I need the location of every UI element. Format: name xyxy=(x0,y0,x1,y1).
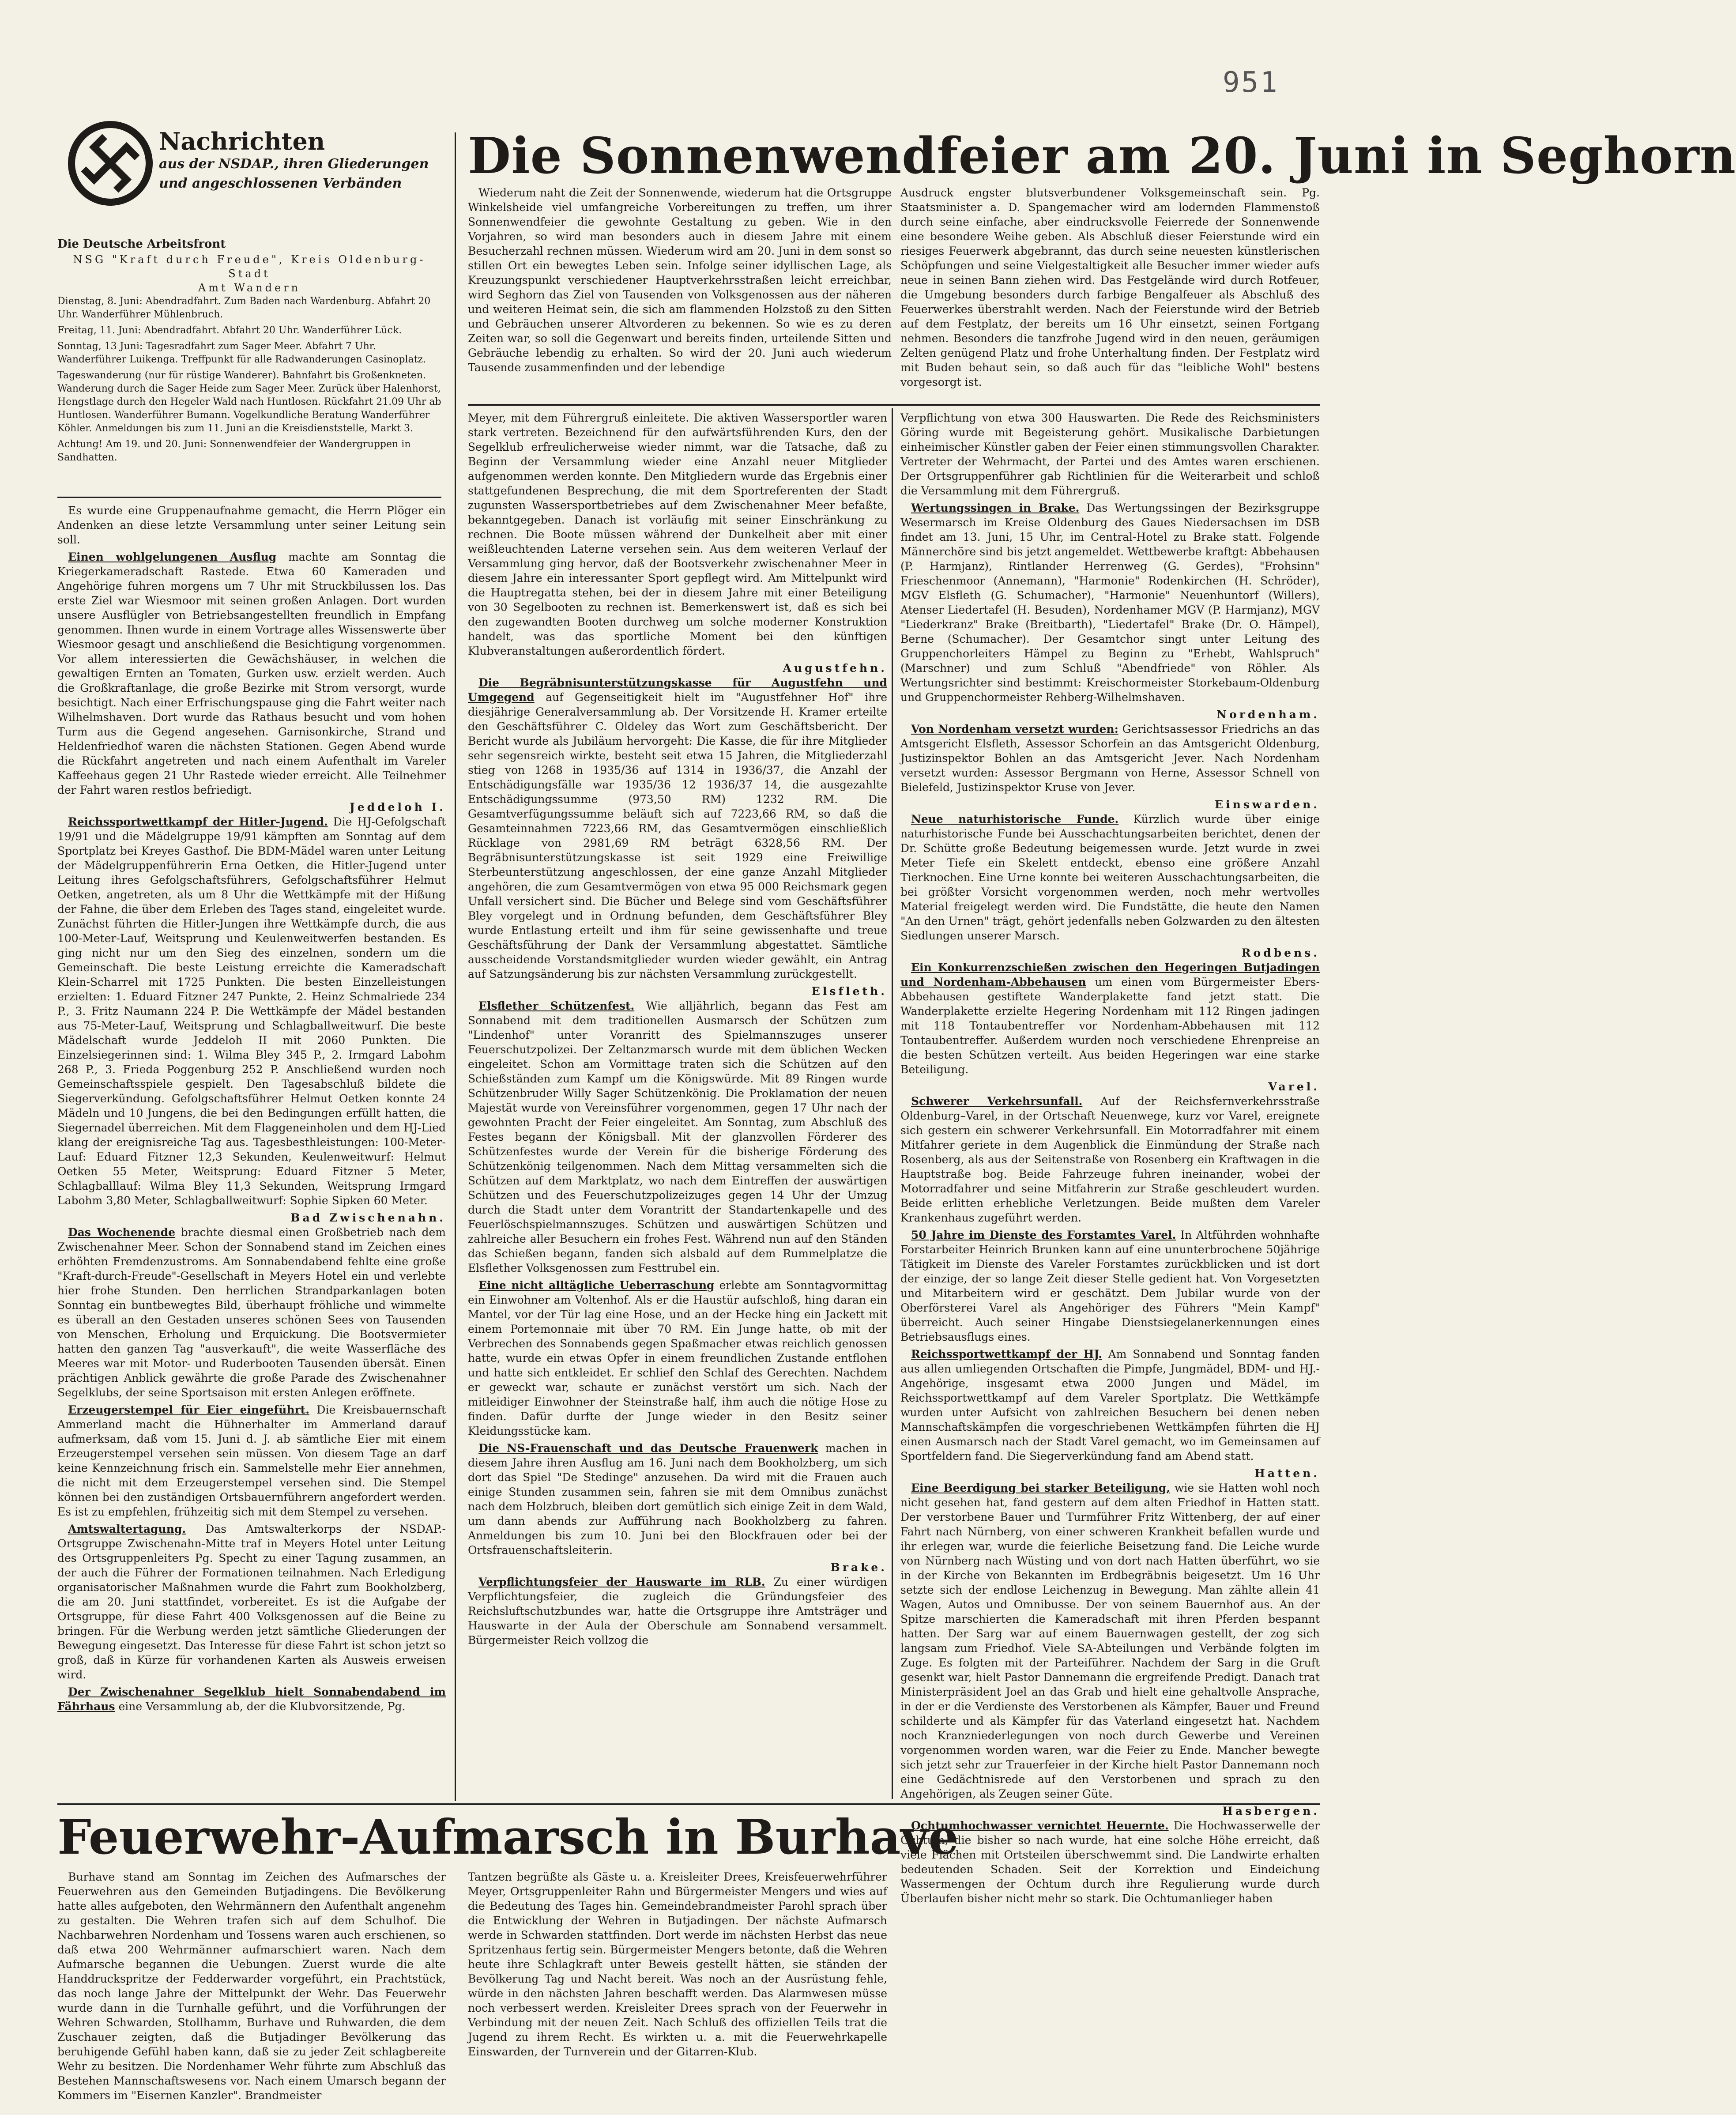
placename-elsfleth: Elsfleth. xyxy=(811,985,887,998)
schiessen-heading: Ein Konkurrenzschießen zwischen den Hegeringen Butjadingen und Nordenham-Abbehausen xyxy=(900,961,1320,988)
verpflichtung-heading: Verpflichtungsfeier der Hauswarte im RLB. xyxy=(478,1576,765,1588)
begraebnis-heading: Die Begräbnisunterstützungskasse für Augustfehn und Umgegend xyxy=(468,676,887,704)
segelklub-heading: Der Zwischenahner Segelklub hielt Sonnabendabend im Fährhaus xyxy=(57,1685,446,1713)
column-3: Verpflichtung von etwa 300 Hauswarten. Die Rede des Reichsministers Göring wurde mit Begeisterung gehört. Musikalische Darbietungen einheimischer Künstler gaben der Feier einen stimmungsvollen Charakter. Vertreter der Wehrmacht, der Partei und des Amtes waren erschienen. Der Ortsgruppenführer gab Richtlinien für die Weiterarbeit und schloß die Versammlung mit dem Führergruß. Wertungssingen in Brake. Das Wertungssingen der Bezirksgruppe Wesermarsch im Kreise Oldenburg des Gaues Niedersachsen im DSB findet am 13. Juni, 15 Uhr, im Central-Hotel zu Brake statt. Folgende Männerchöre sind bis jetzt angemeldet. Wettbewerbe kraftgt: Abbehausen (P. Harmjanz), Rintlander Herrenweg (G. Gerdes), "Frohsinn" Frieschenmoor (Annemann), "Harmonie" Rodenkirchen (H. Schröder), MGV Elsfleth (G. Schumacher), "Harmonie" Neuenhuntorf (Willers), Atenser Liedertafel (H. Besuden), Nordenhamer MGV (P. Harmjanz), MGV "Liederkranz" Brake (Breitbarth), "Liedertafel" Brake (Dr. O. Hämpel), Berne (Schumacher). Der Gesamtchor singt unter Leitung des Gruppenchorleiters Hämpel zu Beginn zu "Erhebt, Wahlspruch" (Marschner) und zum Schluß "Abendfriede" von Röhler. Als Wertungsrichter sind bestimmt: Kreischormeister Storkebaum-Oldenburg und Gruppenchormeister Rehberg-Wilhelmshaven. Nordenham. Von Nordenham versetzt wurden: Gerichtsassessor Friedrichs an das Amtsgericht Elsfleth, Assessor Schorfein an das Amtsgericht Oldenburg, Justizinspektor Bohlen an das Amtsgericht Jever. Nach Nordenham versetzt wurden: Assessor Bergmann von Herne, Assessor Schnell von Bielefeld, Justizinspektor Kruse von Jever. Einswarden. Neue naturhistorische Funde. Kürzlich wurde über einige naturhistorische Funde bei Ausschachtungsarbeiten berichtet, denen der Dr. Schütte große Bedeutung beigemessen wurde. Jetzt wurde in zwei Meter Tiefe ein Skelett entdeckt, ebenso eine größere Anzahl Tierknochen. Eine Urne konnte bei weiteren Ausschachtungsarbeiten, die bei größter Vorsicht vorgenommen werden, noch mehr wertvolles Material freigelegt werden wird. Die Fundstätte, die heute den Namen "An den Urnen" trägt, gehört jedenfalls neben Golzwarden zu den ältesten Siedlungen unserer Marsch. Rodbens. Ein Konkurrenzschießen zwischen den Hegeringen Butjadingen und Nordenham-Abbehausen um einen vom Bürgermeister Ebers-Abbehausen gestiftete Wanderplakette fand jetzt statt. Die Wanderplakette erzielte Hegering Nordenham mit 112 Ringen jadingen mit 118 Tontaubentreffer vor Nordenham-Abbehausen mit 112 Tontaubentreffer. Außerdem wurden noch verschiedene Ehrenpreise an die besten Schützen verteilt. Aus beiden Hegeringen war eine starke Beteiligung. Varel. Schwerer Verkehrsunfall. Auf der Reichsfernverkehrsstraße Oldenburg–Varel, in der Ortschaft Neuenwege, kurz vor Varel, ereignete sich gestern ein schwerer Verkehrsunfall. Ein Motorradfahrer mit einem Mitfahrer geriete in dem Augenblick die Einmündung der Straße nach Rosenberg, als aus der Seitenstraße von Rosenberg ein Kraftwagen in die Hauptstraße bog. Beide Fahrzeuge fuhren ineinander, wobei der Motorradfahrer und seine Mitfahrerin zur Straße geschleudert wurden. Beide erlitten erhebliche Verletzungen. Beide mußten dem Vareler Krankenhaus zugeführt werden. 50 Jahre im Dienste des Forstamtes Varel. In Altführden wohnhafte Forstarbeiter Heinrich Brunken kann auf eine ununterbrochene 50jährige Tätigkeit im Dienste des Vareler Forstamtes zurückblicken und ist dort der einzige, der so lange Zeit dieser Stelle gedient hat. Von Vorgesetzten und Mitarbeitern wird er geschätzt. Dem Jubilar wurde von der Oberförsterei Varel als Angehöriger des Führers "Mein Kampf" überreicht. Auch seiner Hingabe Dienstsiegelanerkennungen eines Betriebsausflugs eines. Reichssportwettkampf der HJ. Am Sonnabend und Sonntag fanden aus allen umliegenden Ortschaften die Pimpfe, Jungmädel, BDM- und HJ.-Angehörige, insgesamt etwa 2000 Jungen und Mädel, im Reichssportwettkampf auf dem Vareler Sportplatz. Die Wettkämpfe wurden unter Aufsicht von zahlreichen Besuchern bei denen neben Mannschaftskämpfen die vorgeschriebenen Wettkämpfen führten die HJ einen Ausmarsch nach der Stadt Varel gemacht, wo im Gemeinsamen auf Sportfeldern fand. Die Siegerverkündung fand am Abend statt. Hatten. Eine Beerdigung bei starker Beteiligung, wie sie Hatten wohl noch nicht gesehen hat, fand gestern auf dem alten Friedhof in Hatten statt. Der verstorbene Bauer und Turmführer Fritz Wittenberg, der auf einer Fahrt nach Nürnberg, von einer schweren Krankheit befallen wurde und ihr erlegen war, wurde die feierliche Beisetzung fand. Die Leiche wurde von Nürnberg nach Wüsting und von dort nach Hatten überführt, wo sie in der Kirche von Bekannten im Erdbegräbnis beigesetzt. Um 16 Uhr setzte sich der endlose Leichenzug in Bewegung. Man zählte allein 41 Wagen, Autos und Omnibusse. Der von seinem Bauernhof aus. An der Spitze marschierten die Kameradschaft mit ihren Pferden bespannt hatten. Der Sarg war auf einem Bauernwagen gestellt, der zog sich langsam zum Friedhof. Viele SA-Abteilungen und Verbände folgten im Zuge. Es folgten mit der Parteiführer. Nachdem der Sarg in die Gruft gesenkt war, hielt Pastor Dannemann die ergreifende Predigt. Danach trat Ministerpräsident Joel an das Grab und hielt eine gehaltvolle Ansprache, in der er die Verdienste des Verstorbenen als Kämpfer, Bauer und Freund schilderte und als Kämpfer für das Vaterland eingesetzt hat. Nachdem noch Kranzniederlegungen von noch durch Gewerbe und Vereinen vorgenommen worden waren, war die Feier zu Ende. Mancher bewegte sich jetzt sehr zur Trauerfeier in der Kirche hielt Pastor Dannemann noch eine Gedächtnisrede auf den Verstorbenen und sprach zu den Angehörigen, als Zeugen seiner Güte. Hasbergen. Ochtumhochwasser vernichtet Heuernte. Die Hochwasserwelle der Ochtum, die bisher so nach wurde, hat eine solche Höhe erreicht, daß viele Flächen mit Ortsteilen überschwemmt sind. Die Landwirte erhalten bedeutenden Schaden. Seit der Korrektion und Eindeichung Wassermengen der Ochtum durch ihre Regulierung wurde durch Überlaufen bisher nicht mehr so stark. Die Ochtumanlieger haben xyxy=(900,411,1320,1905)
placename-zwischenahn: Bad Zwischenahn. xyxy=(290,1211,446,1224)
daf-heading: Die Deutsche Arbeitsfront xyxy=(57,238,226,251)
kdf-line: NSG "Kraft durch Freude", Kreis Oldenburg-Stadt xyxy=(73,253,426,280)
listing-item: Tageswanderung (nur für rüstige Wanderer). Bahnfahrt bis Großenkneten. Wanderung durch die Sager Heide zum Sager Meer. Zurück über Halenhorst, Hengstlage durch den Hegeler Wald nach Huntlosen. Rückfahrt 21.09 Uhr ab Huntlosen. Wanderführer Bumann. Vogelkundliche Beratung Wanderführer Köhler. Anmeldungen bis zum 11. Juni an die Kreisdienststelle, Markt 3. xyxy=(57,370,441,434)
feuerwehr-column-right: Tantzen begrüßte als Gäste u. a. Kreisleiter Drees, Kreisfeuerwehrführer Meyer, Ortsgruppenleiter Rahn und Bürgermeister Mengers und wies auf die Bedeutung des Tages hin. Gemeindebrandmeister Parohl sprach über die Entwicklung der Wehren in Butjadingen. Der nächste Aufmarsch werde in Schwarden stattfinden. Dort werde im nächsten Herbst das neue Spritzenhaus fertig sein. Bürgermeister Mengers betonte, daß die Wehren heute ihre Schlagkraft unter Beweis gestellt hätten, sie ständen der Bevölkerung Tag und Nacht bereit. Was noch an der Ausrüstung fehle, würde in den nächsten Jahren beschafft werden. Das Alarmwesen müsse noch verbessert werden. Kreisleiter Drees sprach von der Feuerwehr in Verbindung mit der neuen Zeit. Nach Schluß des offiziellen Teils trat die Jugend zu ihrem Recht. Es wirkten u. a. mit die Feuerwehrkapelle Einswarden, der Turnverein und der Gitarren-Klub. xyxy=(468,1870,887,2058)
main-headline xyxy=(468,127,1736,185)
page-number: 951 xyxy=(1223,66,1279,99)
placename-einswarden: Einswarden. xyxy=(1215,798,1320,811)
party-news-listing xyxy=(57,234,441,494)
placename-rodbens: Rodbens. xyxy=(1241,946,1320,959)
wochenende-heading: Das Wochenende xyxy=(68,1226,176,1239)
party-news-box xyxy=(159,128,441,230)
divider-col2-right xyxy=(892,408,893,1799)
placename-nordenham: Nordenham. xyxy=(1216,708,1320,721)
funde-heading: Neue naturhistorische Funde. xyxy=(911,813,1119,826)
placename-jeddeloh: Jeddeloh I. xyxy=(349,801,446,814)
bottom-headline xyxy=(57,1810,959,1867)
forstamt-heading: 50 Jahre im Dienste des Forstamtes Varel. xyxy=(911,1229,1176,1241)
bottom-headline-text: Feuerwehr-Aufmarsch in Burhave xyxy=(57,1810,959,1865)
versetzt-heading: Von Nordenham versetzt wurden: xyxy=(911,723,1118,735)
listing-item: Sonntag, 13 Juni: Tagesradfahrt zum Sager Meer. Abfahrt 7 Uhr. Wanderführer Luikenga. Treffpunkt für alle Radwanderungen Casinoplatz. xyxy=(57,341,426,365)
placename-augustfehn: Augustfehn. xyxy=(783,662,887,675)
beerdigung-heading: Eine Beerdigung bei starker Beteiligung, xyxy=(911,1482,1171,1494)
reichssport-heading: Reichssportwettkampf der Hitler-Jugend. xyxy=(68,815,328,828)
column-2: Meyer, mit dem Führergruß einleitete. Die aktiven Wassersportler waren stark vertreten. Bezeichnend für den aufwärtsführenden Kurs, den der Segelklub erfreulicherweise wieder nimmt, war die Tatsache, daß zu Beginn der Versammlung wieder eine Anzahl neuer Mitglieder aufgenommen werden konnte. Den Mitgliedern wurde das Ergebnis einer stattgefundenen Besprechung, die mit dem Sportreferenten der Stadt zugunsten Wassersportbetriebes auf dem Zwischenahner Meer befaßte, bekanntgegeben. Danach ist vorläufig mit seiner Einschränkung zu rechnen. Die Boote müssen während der Dunkelheit aber mit einer weißleuchtenden Laterne versehen sein. Aus dem weiteren Verlauf der Versammlung ging hervor, daß der Bootsverkehr zwischenahner Meer in diesem Jahre ein interessanter Sport gepflegt wird. Am Mittelpunkt wird die Hauptregatta stehen, bei der in diesem Jahre mit einer Beteiligung von 30 Segelbooten zu rechnen ist. Bemerkenswert ist, daß es sich bei den zugewandten Booten durchweg um solche moderner Konstruktion handelt, was das sportliche Moment bei den künftigen Klubveranstaltungen außerordentlich fördert. Augustfehn. Die Begräbnisunterstützungskasse für Augustfehn und Umgegend auf Gegenseitigkeit hielt im "Augustfehner Hof" ihre diesjährige Generalversammlung ab. Der Vorsitzende H. Kramer erteilte den Geschäftsführer C. Oldeley das Wort zum Geschäftsbericht. Der Bericht wurde als Jubiläum hervorgeht: Die Kasse, die für ihre Mitglieder sehr segensreich wirkte, besteht seit etwa 15 Jahren, die Mitgliederzahl stieg von 1268 in 1935/36 auf 1314 in 1936/37, die Anzahl der Entschädigungsfälle war 1935/36 12 1936/37 14, die ausgezahlte Entschädigungssumme (973,50 RM) 1232 RM. Die Gesamtverfügungssumme beläuft sich auf 7223,66 RM, so daß die Gesamteinnahmen 7223,66 RM, das Gesamtvermögen einschließlich Rücklage von 2981,69 RM beträgt 6328,56 RM. Der Begräbnisunterstützungskasse ist seit 1929 eine Freiwillige Sterbeunterstützung angeschlossen, der eine ganze Anzahl Mitglieder angehören, die zum Gesamtvermögen von etwa 95 000 Reichsmark gegen Unfall versichert sind. Die Bücher und Belege sind vom Geschäftsführer Bley vorgelegt und in Ordnung befunden, dem Geschäftsführer Bley wurde Entlastung erteilt und ihm für seine gewissenhafte und treue Geschäftsführung der Dank der Versammlung abgestattet. Sämtliche ausscheidende Vorstandsmitglieder wurden wieder gewählt, ein Antrag auf Satzungsänderung bis zur nächsten Versammlung zurückgestellt. Elsfleth. Elsflether Schützenfest. Wie alljährlich, begann das Fest am Sonnabend mit dem traditionellen Ausmarsch der Schützen zum "Lindenhof" unter Voranritt des Spielmannszuges unserer Feuerschutzpolizei. Der Zeltanzmarsch wurde mit dem üblichen Wecken eingeleitet. Schon am Vormittage traten sich die Schützen auf den Schießständen zum Kampf um die Königswürde. Mit 89 Ringen wurde Schützenbruder Willy Sager Schützenkönig. Die Proklamation der neuen Majestät wurde von Vereinsführer vorgenommen, gegen 17 Uhr nach der gewohnten Pracht der Feier eingeleitet. Am Sonntag, zum Abschluß des Festes begann der Königsball. Mit der glanzvollen Förderer des Schützenfestes wurde der Verein für die bisherige Förderung des Schützenkönig teilgenommen. Nach dem Mittag versammelten sich die Schützen auf dem Marktplatz, wo nach dem Eintreffen der auswärtigen Schützen und des Feuerschutzpolizeizuges gegen 14 Uhr der Umzug durch die Stadt unter dem Vorantritt der Standartenkapelle und des Feuerlöschspielmannszuges. Schützen und auswärtigen Schützen und zahlreiche aller Besuchern ein frohes Fest. Während nun auf den Ständen das Schießen begann, fanden sich alsbald auf dem Rummelplatze die Elsflether Volksgenossen zum Festtrubel ein. Eine nicht alltägliche Ueberraschung erlebte am Sonntagvormittag ein Einwohner am Voltenhof. Als er die Haustür aufschloß, hing daran ein Mantel, vor der Tür lag eine Hose, und an der Hecke hing ein Jackett mit einem Portemonnaie mit über 70 RM. Ein Junge hatte, ob mit der Verbrechen des Sonnabends gegen Spaßmacher etwas reichlich genossen hatte, wurde ein etwas Opfer in einem freundlichen Zustande entflohen und hatte sich entkleidet. Er schlief den Schlaf des Gerechten. Nachdem er geweckt war, schaute er zunächst verstört um sich. Nach der mitleidiger Einwohner der Steinstraße half, ihm auch die nötige Hose zu finden. Dafür durfte der Junge wieder in den Besitz seiner Kleidungsstücke kam. Die NS-Frauenschaft und das Deutsche Frauenwerk machen in diesem Jahre ihren Ausflug am 16. Juni nach dem Bookholzberg, um sich dort das Spiel "De Stedinge" anzusehen. Da wird mit die Frauen auch einige Stunden zusammen sein, fahren sie mit dem Omnibus zunächst nach dem Holzbruch, bleiben dort gemütlich sich einige Zeit in dem Wald, um dann abends zur Aufführung nach Bookholzberg zu fahren. Anmeldungen bis zum 10. Juni bei den Blockfrauen oder bei der Ortsfrauenschaftsleiterin. Brake. Verpflichtungsfeier der Hauswarte im RLB. Zu einer würdigen Verpflichtungsfeier, die zugleich die Gründungsfeier des Reichsluftschutzbundes war, hatte die Ortsgruppe ihre Amtsträger und Hauswarte in der Aula der Oberschule am Sonnabend versammelt. Bürgermeister Reich vollzog die xyxy=(468,411,888,1647)
placename-brake: Brake. xyxy=(830,1561,887,1574)
divider-party-box xyxy=(57,497,441,498)
hj-wettkampf-heading: Reichssportwettkampf der HJ. xyxy=(911,1348,1102,1361)
hochwasser-heading: Ochtumhochwasser vernichtet Heuernte. xyxy=(911,1819,1169,1832)
divider-top xyxy=(468,404,1320,406)
listing-item: Achtung! Am 19. und 20. Juni: Sonnenwendfeier der Wandergruppen in Sandhatten. xyxy=(57,439,411,463)
amtswalter-heading: Amtswaltertagung. xyxy=(68,1523,186,1535)
frauenschaft-heading: Die NS-Frauenschaft und das Deutsche Frauenwerk xyxy=(478,1442,818,1455)
eier-heading: Erzeugerstempel für Eier eingeführt. xyxy=(68,1403,309,1416)
column-1: Es wurde eine Gruppenaufnahme gemacht, die Herrn Plöger ein Andenken an diese letzte Versammlung unter seiner Leitung sein soll. Einen wohlgelungenen Ausflug machte am Sonntag die Kriegerkameradschaft Rastede. Etwa 60 Kameraden und Angehörige fuhren morgens um 7 Uhr mit Struckbilussen los. Das erste Ziel war Wiesmoor mit seinen großen Anlagen. Dort wurden unsere Ausflügler von Betriebsangestellten freundlich in Empfang genommen. Ihnen wurde in einem Vortrage alles Wissenswerte über Wiesmoor gesagt und anschließend die Besichtigung vorgenommen. Vor allem interessierten die Gewächshäuser, in welchen die gewaltigen Ernten an Tomaten, Gurken usw. erzielt werden. Auch die Großkraftanlage, die große Bezirke mit Strom versorgt, wurde besichtigt. Nach einer Erfrischungspause ging die Fahrt weiter nach Wilhelmshaven. Dort wurde das Rathaus besucht und vom hohen Turm aus die Gegend angesehen. Garnisonkirche, Strand und Heldenfriedhof waren die nächsten Stationen. Gegen Abend wurde die Rückfahrt angetreten und nach einem Aufenthalt im Vareler Kaffeehaus gegen 21 Uhr Rastede wieder erreicht. Alle Teilnehmer der Fahrt waren restlos befriedigt. Jeddeloh I. Reichssportwettkampf der Hitler-Jugend. Die HJ-Gefolgschaft 19/91 und die Mädelgruppe 19/91 kämpften am Sonntag auf dem Sportplatz bei Kreyes Gasthof. Die BDM-Mädel waren unter Leitung der Mädelgruppenführerin Erna Oetken, die Hitler-Jugend unter Leitung ihres Gefolgschaftsführers, Gefolgschaftsführer Helmut Oetken, angetreten, als um 8 Uhr die Wettkämpfe mit der Hißung der Fahne, die über dem Erleben des Tages stand, eingeleitet wurde. Zunächst führten die Hitler-Jungen ihre Wettkämpfe durch, die aus 100-Meter-Lauf, Weitsprung und Keulenweitwerfen bestanden. Es ging nicht nur um den Sieg des einzelnen, sondern um die Gemeinschaft. Die beste Leistung erreichte die Kameradschaft Klein-Scharrel mit 1725 Punkten. Die besten Einzelleistungen erzielten: 1. Eduard Fitzner 247 Punkte, 2. Heinz Schmalriede 234 P., 3. Fritz Naumann 224 P. Die Wettkämpfe der Mädel bestanden aus 75-Meter-Lauf, Weitsprung und Schlagballweitwurf. Die beste Mädelschaft wurde Jeddeloh II mit 2060 Punkten. Die Einzelsiegerinnen sind: 1. Wilma Bley 345 P., 2. Irmgard Labohm 268 P., 3. Frieda Poggenburg 252 P. Anschließend wurden noch Gemeinschaftsspiele gespielt. Den Tagesabschluß bildete die Siegerverkündung. Gefolgschaftsführer Helmut Oetken konnte 24 Mädeln und 10 Jungens, die bei den Bedingungen erfüllt hatten, die Siegernadel überreichen. Mit dem Flaggeneinholen und dem HJ-Lied klang der ereignisreiche Tag aus. Tagesbesthleistungen: 100-Meter-Lauf: Eduard Fitzner 12,3 Sekunden, Keulenweitwurf: Helmut Oetken 55 Meter, Weitsprung: Eduard Fitzner 5 Meter, Schlagballlauf: Wilma Bley 11,3 Sekunden, Weitsprung Irmgard Labohm 3,80 Meter, Schlagballweitwurf: Sophie Sipken 60 Meter. Bad Zwischenahn. Das Wochenende brachte diesmal einen Großbetrieb nach dem Zwischenahner Meer. Schon der Sonnabend stand im Zeichen eines erhöhten Fremdenzustroms. Am Sonnabendabend fehlte eine große "Kraft-durch-Freude"-Gesellschaft in Meyers Hotel ein und verlebte hier frohe Stunden. Den herrlichen Strandparkanlagen boten Sonntag ein buntbewegtes Bild, überhaupt fröhliche und wimmelte es überall an den Gestaden unseres schönen Sees von Tausenden von Menschen, Erholung und Erquickung. Die Bootsvermieter hatten den ganzen Tag "ausverkauft", die weite Wasserfläche des Meeres war mit Motor- und Ruderbooten Tausenden übersät. Einen prächtigen Anblick gewährte die große Parade des Zwischenahner Segelklubs, der seine Sportsaison mit ersten Anlegen eröffnete. Erzeugerstempel für Eier eingeführt. Die Kreisbauernschaft Ammerland macht die Hühnerhalter im Ammerland darauf aufmerksam, daß vom 15. Juni d. J. ab sämtliche Eier mit einem Erzeugerstempel versehen sein müssen. Von diesem Tage an darf keine Kennzeichnung frisch ein. Sammelstelle mehr Eier annehmen, die nicht mit dem Erzeugerstempel versehen sind. Die Stempel können bei den zuständigen Ortsbauernführern angefordert werden. Es ist zu empfehlen, frühzeitig sich mit dem Stempel zu versehen. Amtswaltertagung. Das Amtswalterkorps der NSDAP.-Ortsgruppe Zwischenahn-Mitte traf in Meyers Hotel unter Leitung des Ortsgruppenleiters Pg. Specht zu einer Tagung zusammen, an der auch die Führer der Formationen teilnahmen. Nach Erledigung organisatorischer Maßnahmen wurde die Fahrt zum Bookholzberg, die am 20. Juni stattfindet, vorbereitet. Es ist die Aufgabe der Ortsgruppe, für diese Fahrt 400 Volksgenossen auf die Beine zu bringen. Für die Werbung werden jetzt sämtliche Gliederungen der Bewegung eingesetzt. Das Interesse für diese Fahrt ist schon jetzt so groß, daß in Kürze für vorhandenen Karten als Ausweis erweisen wird. Der Zwischenahner Segelklub hielt Sonnabendabend im Fährhaus eine Versammlung ab, der die Klubvorsitzende, Pg. xyxy=(57,504,446,1713)
party-news-title: Nachrichten xyxy=(159,127,325,155)
placename-hasbergen: Hasbergen. xyxy=(1222,1805,1320,1817)
ausflug-heading: Einen wohlgelungenen Ausflug xyxy=(68,550,277,563)
unfall-heading: Schwerer Verkehrsunfall. xyxy=(911,1095,1083,1108)
party-emblem-logo xyxy=(66,119,154,207)
sonnenwend-column-left: Wiederum naht die Zeit der Sonnenwende, wiederum hat die Ortsgruppe Winkelsheide viel umfangreiche Vorbereitungen zu treffen, um ihrer Sonnenwendfeier die gewohnte Gestaltung zu geben. Wie in den Vorjahren, so wird man besonders auch in diesem Jahre mit einem Besucherzahl rechnen müssen. Wiederum wird am 20. Juni in dem sonst so stillen Ort ein bewegtes Leben sein. Infolge seiner idyllischen Lage, als Kreuzungspunkt verschiedener Hauptverkehrsstraßen leicht erreichbar, wird Seghorn das Ziel von Tausenden von Volksgenossen aus der näheren und weiteren Heimat sein, die sich am flammenden Holzstoß zu den Sitten und Gebräuchen unserer Altvorderen zu bekennen. So wie es zu deren Zeiten war, so soll die Gegenwart und bereits finden, urteilende Sitten und Gebräuche lebendig zu erhalten. So wird der 20. Juni auch wiederum Tausende zusammenfinden und der lebendige xyxy=(468,186,892,374)
sonnenwend-column-right: Ausdruck engster blutsverbundener Volksgemeinschaft sein. Pg. Staatsminister a. D. Spangemacher wird am lodernden Flammenstoß durch seine einfache, aber eindrucksvolle Feierrede der Sonnenwende eine besondere Weihe geben. Als Abschluß dieser Feierstunde wird ein riesiges Feuerwerk abgebrannt, das durch seine neuesten künstlerischen Schöpfungen und seine Vielgestaltigkeit alle Besucher immer wieder aufs neue in seinen Bann ziehen wird. Das Festgelände wird durch Rotfeuer, die Umgebung besonders durch farbige Bengalfeuer als Abschluß des Feuerwerkes überstrahlt werden. Nach der Feierstunde wird der Betrieb auf dem Festplatz, der bereits um 16 Uhr einsetzt, seinen Fortgang nehmen. Besonders die tanzfrohe Jugend wird in den neuen, geräumigen Zelten genügend Platz und frohe Unterhaltung finden. Der Festplatz wird mit Buden behaut sein, so daß auch für das "leibliche Wohl" bestens vorgesorgt ist. xyxy=(900,186,1320,388)
ueberraschung-heading: Eine nicht alltägliche Ueberraschung xyxy=(478,1279,715,1292)
listing-item: Freitag, 11. Juni: Abendradfahrt. Abfahrt 20 Uhr. Wanderführer Lück. xyxy=(57,325,402,336)
placename-varel: Varel. xyxy=(1268,1080,1320,1093)
schuetzenfest-heading: Elsflether Schützenfest. xyxy=(478,999,635,1012)
main-headline-text: Die Sonnenwendfeier am 20. Juni in Seghorn xyxy=(468,127,1736,185)
listing-item: Dienstag, 8. Juni: Abendradfahrt. Zum Baden nach Wardenburg. Abfahrt 20 Uhr. Wanderführer Mühlenbruch. xyxy=(57,296,431,320)
feuerwehr-column-left: Burhave stand am Sonntag im Zeichen des Aufmarsches der Feuerwehren aus den Gemeinden Butjadingens. Die Bevölkerung hatte alles aufgeboten, den Wehrmännern den Aufenthalt angenehm zu gestalten. Die Wehren trafen sich auf dem Schulhof. Die Nachbarwehren Nordenham und Tossens waren auch erschienen, so daß etwa 200 Wehrmänner aufmarschiert waren. Nach dem Aufmarsche begannen die Uebungen. Zuerst wurde die alte Handdruckspritze der Fedderwarder vorgeführt, ein Prachtstück, das noch lange Jahre der Mittelpunkt der Wehr. Das Feuerwehr wurde dann in die Turnhalle geführt, und die Vorführungen der Wehren Schwarden, Stollhamm, Burhave und Ruhwarden, die dem Zuschauer zeigten, daß die Butjadinger Bevölkerung das beruhigende Gefühl haben kann, daß sie zu jeder Zeit schlagbereite Wehr zu besitzen. Die Nordenhamer Wehr führte zum Abschluß das Bestehen Mannschaftswesens vor. Nach einem Umarsch begann der Kommers im "Eisernen Kanzler". Brandmeister xyxy=(57,1870,446,2102)
party-news-subtitle: aus der NSDAP., ihren Gliederungen und angeschlossenen Verbänden xyxy=(159,156,429,191)
wertungssingen-heading: Wertungssingen in Brake. xyxy=(911,501,1080,514)
amt-wandern-line: Amt Wandern xyxy=(198,282,301,294)
placename-hatten: Hatten. xyxy=(1254,1467,1320,1480)
divider-col1-right xyxy=(455,132,456,1801)
